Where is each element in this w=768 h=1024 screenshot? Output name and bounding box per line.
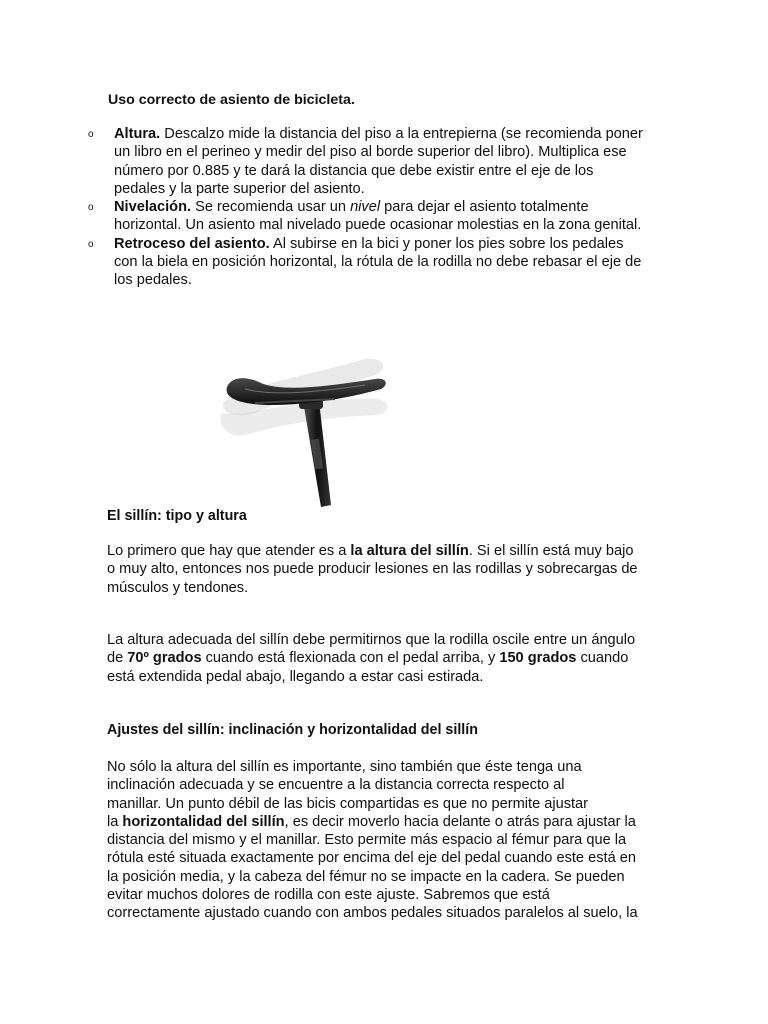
section-heading-sillin-tipo: El sillín: tipo y altura: [107, 508, 247, 524]
text-span: Descalzo mide la distancia del piso a la entrepierna (se recomienda poner: [160, 126, 643, 142]
bold-text: la altura del sillín: [350, 543, 469, 559]
text-line: manillar. Un punto débil de las bicis compartidas es que no permite ajustar: [107, 795, 589, 812]
text-span: la: [107, 813, 123, 830]
text-span: para dejar el asiento totalmente: [380, 199, 589, 216]
list-item-retroceso: [88, 235, 688, 290]
paragraph-angulo-rodilla: [107, 631, 667, 686]
text-line: [107, 649, 667, 667]
bicycle-seat-image: [215, 355, 395, 510]
item-label: Retroceso del asiento.: [114, 235, 270, 252]
bold-text: 70º grados: [127, 650, 202, 667]
text-span: de: [107, 650, 128, 667]
text-line: o muy alto, entonces nos puede producir lesiones en las rodillas y sobrecargas de: [107, 561, 638, 578]
text-line: un libro en el perineo y medir del piso al borde superior del libro). Multiplica ese: [114, 144, 627, 161]
text-span: . Si el sillín está muy bajo: [468, 543, 634, 559]
document-title: Uso correcto de asiento de bicicleta.: [108, 92, 355, 108]
bullet-icon: o: [88, 129, 94, 140]
text-line: con la biela en posición horizontal, la rótula de la rodilla no debe rebasar el eje de: [114, 254, 642, 271]
text-span: , es decir moverlo hacia delante o atrás para ajustar la: [284, 813, 636, 830]
text-line: [107, 813, 667, 831]
text-line: horizontal. Un asiento mal nivelado puede ocasionar molestias en la zona genital.: [114, 217, 642, 234]
emphasis-text: nivel: [350, 199, 381, 216]
text-line: [114, 198, 688, 216]
text-line: distancia del mismo y el manillar. Esto permite más espacio al fémur para que la: [107, 832, 627, 849]
item-label: Altura.: [114, 126, 161, 142]
bullet-icon: o: [88, 202, 94, 214]
text-span: Lo primero que hay que atender es a: [107, 543, 351, 559]
text-line: [107, 542, 667, 560]
text-span: cuando: [576, 650, 629, 667]
bold-text: horizontalidad del sillín: [122, 813, 285, 830]
section-heading-ajustes: Ajustes del sillín: inclinación y horizontalidad del sillín: [107, 722, 478, 738]
text-line: músculos y tendones.: [107, 579, 249, 596]
text-span: cuando está flexionada con el pedal arriba, y: [201, 650, 500, 667]
item-label: Nivelación.: [114, 199, 192, 216]
text-line: La altura adecuada del sillín debe permitirnos que la rodilla oscile entre un ángulo: [107, 632, 636, 648]
text-line: está extendida pedal abajo, llegando a estar casi estirada.: [107, 668, 484, 685]
text-line: pedales y la parte superior del asiento.: [114, 180, 365, 197]
text-line: número por 0.885 y te dará la distancia que debe existir entre el eje de los: [114, 162, 594, 179]
text-line: rótula esté situada exactamente por encima del eje del pedal cuando este está en: [107, 850, 636, 867]
seat-usage-list: [88, 125, 688, 290]
text-line: evitar muchos dolores de rodilla con este ajuste. Sabremos que está: [107, 887, 550, 904]
paragraph-ajustes-sillin: [107, 758, 667, 923]
bullet-icon: o: [88, 238, 94, 250]
text-span: Al subirse en la bici y poner los pies sobre los pedales: [269, 235, 624, 252]
text-line: la posición media, y la cabeza del fémur no se impacte en la cadera. Se pueden: [107, 868, 625, 885]
text-line: inclinación adecuada y se encuentre a la distancia correcta respecto al: [107, 777, 565, 794]
text-line: [114, 125, 688, 143]
list-item-nivelacion: [88, 198, 688, 235]
text-span: Se recomienda usar un: [191, 199, 351, 216]
text-line: los pedales.: [114, 272, 192, 289]
list-item-altura: [88, 125, 688, 198]
bold-text: 150 grados: [499, 650, 577, 667]
text-line: No sólo la altura del sillín es importante, sino también que éste tenga una: [107, 759, 582, 775]
paragraph-altura-sillin: [107, 542, 667, 597]
text-line: correctamente ajustado cuando con ambos pedales situados paralelos al suelo, la: [107, 905, 638, 922]
text-line: [114, 235, 688, 253]
